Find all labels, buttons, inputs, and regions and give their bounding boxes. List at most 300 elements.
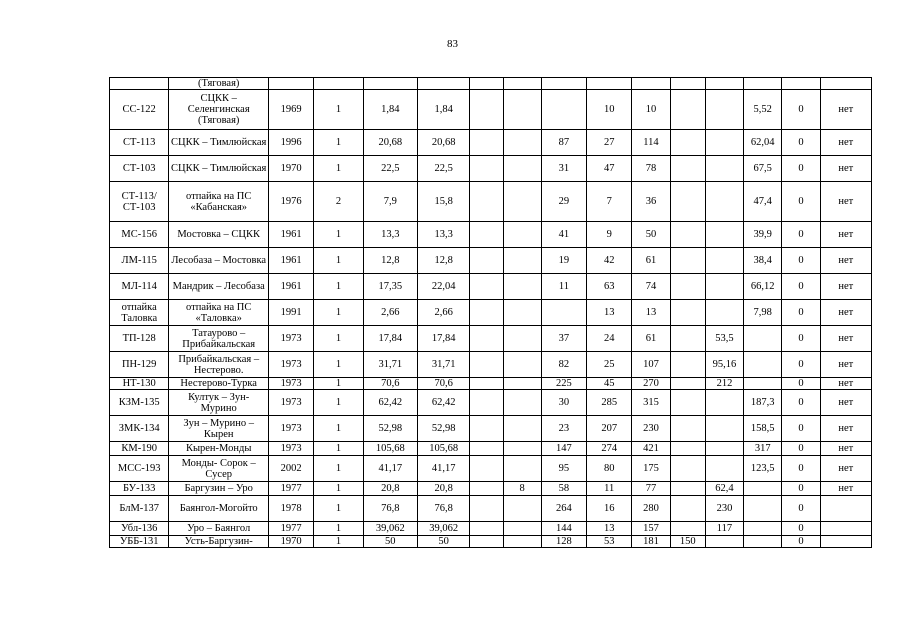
table-cell xyxy=(470,300,503,326)
table-cell xyxy=(670,90,705,130)
table-cell: СТ-103 xyxy=(110,156,169,182)
table-cell xyxy=(670,482,705,496)
table-cell xyxy=(820,496,871,522)
table-cell: СЦКК – Тимлюйская xyxy=(169,156,269,182)
table-cell: 1 xyxy=(314,326,363,352)
table-cell xyxy=(705,78,743,90)
table-cell: 1 xyxy=(314,442,363,456)
table-cell: 212 xyxy=(705,378,743,390)
table-cell: 53,5 xyxy=(705,326,743,352)
table-cell: 8 xyxy=(503,482,541,496)
table-cell: 0 xyxy=(782,390,820,416)
table-cell: 82 xyxy=(541,352,586,378)
table-cell: 1 xyxy=(314,378,363,390)
table-cell: нет xyxy=(820,456,871,482)
table-row xyxy=(110,390,872,416)
table-cell: 66,12 xyxy=(744,274,782,300)
table-cell xyxy=(744,78,782,90)
table-cell: (Тяговая) xyxy=(169,78,269,90)
table-cell: 95,16 xyxy=(705,352,743,378)
table-cell: 70,6 xyxy=(363,378,417,390)
table-cell xyxy=(470,536,503,548)
table-cell: 42 xyxy=(587,248,632,274)
table-cell: БлМ-137 xyxy=(110,496,169,522)
table-cell xyxy=(705,182,743,222)
table-cell: нет xyxy=(820,130,871,156)
table-cell: 62,4 xyxy=(705,482,743,496)
table-cell: 1 xyxy=(314,536,363,548)
table-cell: 230 xyxy=(632,416,670,442)
table-cell xyxy=(470,416,503,442)
table-cell: 87 xyxy=(541,130,586,156)
table-cell: 1961 xyxy=(269,222,314,248)
table-cell: 230 xyxy=(705,496,743,522)
table-cell xyxy=(503,390,541,416)
table-cell: 52,98 xyxy=(363,416,417,442)
table-cell: нет xyxy=(820,248,871,274)
table-cell xyxy=(503,248,541,274)
table-cell: 10 xyxy=(632,90,670,130)
table-cell: 38,4 xyxy=(744,248,782,274)
table-cell: 105,68 xyxy=(417,442,469,456)
table-cell: 421 xyxy=(632,442,670,456)
table-cell xyxy=(417,78,469,90)
table-cell xyxy=(705,390,743,416)
table-cell: 207 xyxy=(587,416,632,442)
table-cell: 0 xyxy=(782,248,820,274)
table-cell: отпайка на ПС «Кабанская» xyxy=(169,182,269,222)
table-cell: 20,68 xyxy=(363,130,417,156)
table-cell xyxy=(470,90,503,130)
table-cell xyxy=(503,222,541,248)
table-cell: Усть-Баргузин- xyxy=(169,536,269,548)
table-cell: 2,66 xyxy=(417,300,469,326)
table-cell xyxy=(541,90,586,130)
table-cell xyxy=(705,90,743,130)
table-cell: 77 xyxy=(632,482,670,496)
table-cell: нет xyxy=(820,416,871,442)
table-cell: 37 xyxy=(541,326,586,352)
table-cell xyxy=(744,378,782,390)
table-cell xyxy=(670,182,705,222)
table-cell: 0 xyxy=(782,522,820,536)
table-cell: 0 xyxy=(782,378,820,390)
table-row xyxy=(110,522,872,536)
table-cell: 76,8 xyxy=(417,496,469,522)
table-cell: 1 xyxy=(314,390,363,416)
table-cell: 13 xyxy=(632,300,670,326)
table-cell: 0 xyxy=(782,274,820,300)
table-cell xyxy=(587,78,632,90)
table-cell: 41 xyxy=(541,222,586,248)
table-cell xyxy=(632,78,670,90)
table-cell: 317 xyxy=(744,442,782,456)
table-cell: 1973 xyxy=(269,378,314,390)
table-cell: 11 xyxy=(587,482,632,496)
table-cell: нет xyxy=(820,390,871,416)
table-cell: 0 xyxy=(782,90,820,130)
table-cell xyxy=(503,326,541,352)
table-cell: 39,062 xyxy=(417,522,469,536)
table-cell: 31,71 xyxy=(363,352,417,378)
table-cell xyxy=(705,222,743,248)
table-cell: БУ-133 xyxy=(110,482,169,496)
table-cell: 1 xyxy=(314,90,363,130)
table-cell: 13 xyxy=(587,300,632,326)
table-cell xyxy=(820,78,871,90)
table-cell: 20,68 xyxy=(417,130,469,156)
table-cell xyxy=(670,456,705,482)
table-cell xyxy=(670,442,705,456)
table-cell: 13 xyxy=(587,522,632,536)
table-cell: 1 xyxy=(314,130,363,156)
table-cell xyxy=(470,352,503,378)
table-cell: 17,84 xyxy=(363,326,417,352)
table-cell: 107 xyxy=(632,352,670,378)
table-cell: Убл-136 xyxy=(110,522,169,536)
table-cell: 50 xyxy=(632,222,670,248)
table-cell: 0 xyxy=(782,300,820,326)
table-cell: 147 xyxy=(541,442,586,456)
table-cell: 128 xyxy=(541,536,586,548)
table-cell: Уро – Баянгол xyxy=(169,522,269,536)
table-cell: 1991 xyxy=(269,300,314,326)
table-cell: 62,42 xyxy=(363,390,417,416)
table-cell xyxy=(705,300,743,326)
table-cell xyxy=(670,222,705,248)
table-cell: 53 xyxy=(587,536,632,548)
table-cell: 1973 xyxy=(269,442,314,456)
table-cell: 20,8 xyxy=(417,482,469,496)
table-cell: 1973 xyxy=(269,390,314,416)
table-cell: 1 xyxy=(314,456,363,482)
table-cell: 1961 xyxy=(269,248,314,274)
table-cell: 0 xyxy=(782,416,820,442)
table-cell: 315 xyxy=(632,390,670,416)
table-cell: 61 xyxy=(632,326,670,352)
table-cell: 19 xyxy=(541,248,586,274)
table-cell: 45 xyxy=(587,378,632,390)
table-cell xyxy=(670,390,705,416)
table-cell: Мостовка – СЦКК xyxy=(169,222,269,248)
table-cell xyxy=(503,522,541,536)
table-cell xyxy=(670,416,705,442)
table-cell: 31,71 xyxy=(417,352,469,378)
table-cell xyxy=(541,300,586,326)
table-cell xyxy=(670,300,705,326)
table-cell: Зун – Мурино – Кырен xyxy=(169,416,269,442)
table-cell: отпайка на ПС «Таловка» xyxy=(169,300,269,326)
table-cell: 39,9 xyxy=(744,222,782,248)
table-cell: 274 xyxy=(587,442,632,456)
table-cell: 7,9 xyxy=(363,182,417,222)
table-cell: 50 xyxy=(363,536,417,548)
table-cell: 50 xyxy=(417,536,469,548)
table-cell xyxy=(470,522,503,536)
table-cell: 1961 xyxy=(269,274,314,300)
table-cell: 144 xyxy=(541,522,586,536)
table-row xyxy=(110,326,872,352)
table-cell xyxy=(541,78,586,90)
table-cell: 1973 xyxy=(269,352,314,378)
table-row xyxy=(110,130,872,156)
table-row xyxy=(110,416,872,442)
table-cell: Мандрик – Лесобаза xyxy=(169,274,269,300)
table-cell xyxy=(470,274,503,300)
table-cell xyxy=(705,274,743,300)
table-cell xyxy=(744,482,782,496)
table-cell: СС-122 xyxy=(110,90,169,130)
table-row xyxy=(110,482,872,496)
table-cell: нет xyxy=(820,482,871,496)
table-cell: Кырен-Монды xyxy=(169,442,269,456)
table-cell xyxy=(503,536,541,548)
table-cell xyxy=(503,156,541,182)
table-cell xyxy=(503,378,541,390)
table-cell: 62,42 xyxy=(417,390,469,416)
table-cell: 63 xyxy=(587,274,632,300)
table-cell: Прибайкальская – Нестерово. xyxy=(169,352,269,378)
table-cell: 41,17 xyxy=(417,456,469,482)
table-cell xyxy=(670,274,705,300)
table-cell xyxy=(470,378,503,390)
table-cell: 1978 xyxy=(269,496,314,522)
table-cell: нет xyxy=(820,274,871,300)
table-cell: 0 xyxy=(782,482,820,496)
table-cell: Нестерово-Турка xyxy=(169,378,269,390)
table-cell: 1996 xyxy=(269,130,314,156)
table-cell: 1977 xyxy=(269,522,314,536)
table-cell: 2002 xyxy=(269,456,314,482)
table-cell xyxy=(705,416,743,442)
table-cell: ЗМК-134 xyxy=(110,416,169,442)
table-cell: 270 xyxy=(632,378,670,390)
table-cell: 0 xyxy=(782,456,820,482)
table-cell: 1 xyxy=(314,222,363,248)
table-cell xyxy=(705,130,743,156)
table-cell: Баргузин – Уро xyxy=(169,482,269,496)
table-cell: 29 xyxy=(541,182,586,222)
table-cell xyxy=(470,456,503,482)
table-cell: 5,52 xyxy=(744,90,782,130)
table-cell xyxy=(363,78,417,90)
table-cell: СТ-113 xyxy=(110,130,169,156)
table-cell xyxy=(503,130,541,156)
table-cell xyxy=(820,522,871,536)
table-cell xyxy=(503,78,541,90)
table-cell: 11 xyxy=(541,274,586,300)
table-cell: 175 xyxy=(632,456,670,482)
table-cell: 12,8 xyxy=(417,248,469,274)
table-cell: 67,5 xyxy=(744,156,782,182)
table-cell: 58 xyxy=(541,482,586,496)
table-cell: 39,062 xyxy=(363,522,417,536)
table-cell: 1,84 xyxy=(417,90,469,130)
table-cell: нет xyxy=(820,326,871,352)
table-cell: 117 xyxy=(705,522,743,536)
table-cell: 10 xyxy=(587,90,632,130)
table-row xyxy=(110,156,872,182)
table-cell: 27 xyxy=(587,130,632,156)
table-cell xyxy=(503,456,541,482)
table-cell: 30 xyxy=(541,390,586,416)
page-number: 83 xyxy=(447,38,458,50)
table-cell: 1 xyxy=(314,300,363,326)
table-row xyxy=(110,90,872,130)
table-cell: 1970 xyxy=(269,156,314,182)
table-cell: 123,5 xyxy=(744,456,782,482)
table-cell: 105,68 xyxy=(363,442,417,456)
table-cell: 280 xyxy=(632,496,670,522)
table-cell: 80 xyxy=(587,456,632,482)
table-cell: отпайка Таловка xyxy=(110,300,169,326)
table-cell xyxy=(670,78,705,90)
table-cell: 0 xyxy=(782,182,820,222)
table-cell: 2,66 xyxy=(363,300,417,326)
table-cell xyxy=(470,496,503,522)
table-row xyxy=(110,536,872,548)
table-cell: Татаурово – Прибайкальская xyxy=(169,326,269,352)
table-cell xyxy=(470,78,503,90)
table-cell: СТ-113/СТ-103 xyxy=(110,182,169,222)
table-cell: 61 xyxy=(632,248,670,274)
table-cell: 12,8 xyxy=(363,248,417,274)
table-cell xyxy=(110,78,169,90)
table-cell: Лесобаза – Мостовка xyxy=(169,248,269,274)
table-cell: 62,04 xyxy=(744,130,782,156)
table-cell xyxy=(503,90,541,130)
table-cell xyxy=(705,156,743,182)
table-cell: 0 xyxy=(782,496,820,522)
table-cell: нет xyxy=(820,182,871,222)
table-cell: 22,5 xyxy=(363,156,417,182)
table-cell: 225 xyxy=(541,378,586,390)
table-cell: 1 xyxy=(314,482,363,496)
table-cell xyxy=(470,222,503,248)
table-cell: 1 xyxy=(314,416,363,442)
table-cell: 22,5 xyxy=(417,156,469,182)
table-cell xyxy=(782,78,820,90)
table-cell: нет xyxy=(820,222,871,248)
table-cell xyxy=(503,496,541,522)
table-cell: 76,8 xyxy=(363,496,417,522)
table-cell: 1 xyxy=(314,248,363,274)
table-cell: 1 xyxy=(314,274,363,300)
table-cell: 0 xyxy=(782,536,820,548)
table-cell: 95 xyxy=(541,456,586,482)
table-cell xyxy=(670,378,705,390)
table-cell: 47 xyxy=(587,156,632,182)
table-cell xyxy=(470,156,503,182)
table-cell: Монды- Сорок – Сусер xyxy=(169,456,269,482)
table-cell: 52,98 xyxy=(417,416,469,442)
table-cell: 0 xyxy=(782,442,820,456)
table-cell: 7 xyxy=(587,182,632,222)
table-cell xyxy=(269,78,314,90)
table-cell: МС-156 xyxy=(110,222,169,248)
table-row xyxy=(110,456,872,482)
table-row xyxy=(110,442,872,456)
table-cell xyxy=(705,248,743,274)
table-cell: нет xyxy=(820,300,871,326)
table-cell: 114 xyxy=(632,130,670,156)
table-cell xyxy=(744,326,782,352)
table-cell xyxy=(744,352,782,378)
table-cell xyxy=(705,536,743,548)
table-cell xyxy=(670,496,705,522)
table-cell xyxy=(503,352,541,378)
table-cell xyxy=(503,300,541,326)
table-cell: 1977 xyxy=(269,482,314,496)
table-cell: 74 xyxy=(632,274,670,300)
table-cell: 0 xyxy=(782,130,820,156)
table-row xyxy=(110,274,872,300)
table-row xyxy=(110,78,872,90)
table-cell xyxy=(670,248,705,274)
table-cell: 157 xyxy=(632,522,670,536)
table-cell xyxy=(744,522,782,536)
table-cell xyxy=(470,442,503,456)
table-cell xyxy=(503,442,541,456)
table-cell: 17,84 xyxy=(417,326,469,352)
table-cell: ТП-128 xyxy=(110,326,169,352)
table-cell: МЛ-114 xyxy=(110,274,169,300)
table-cell: нет xyxy=(820,352,871,378)
table-cell xyxy=(744,496,782,522)
table-row xyxy=(110,300,872,326)
table-cell: 36 xyxy=(632,182,670,222)
table-cell xyxy=(470,248,503,274)
table-cell: 15,8 xyxy=(417,182,469,222)
table-cell: нет xyxy=(820,90,871,130)
table-cell xyxy=(503,274,541,300)
table-cell: 1970 xyxy=(269,536,314,548)
table-cell: 70,6 xyxy=(417,378,469,390)
table-cell: 150 xyxy=(670,536,705,548)
table-cell: НТ-130 xyxy=(110,378,169,390)
table-cell: 1 xyxy=(314,156,363,182)
table-cell xyxy=(503,416,541,442)
table-cell xyxy=(670,130,705,156)
table-cell xyxy=(670,156,705,182)
table-row xyxy=(110,182,872,222)
table-cell: 181 xyxy=(632,536,670,548)
table-cell: ЛМ-115 xyxy=(110,248,169,274)
table-cell: КМ-190 xyxy=(110,442,169,456)
table-cell: Култук – Зун-Мурино xyxy=(169,390,269,416)
table-cell xyxy=(670,522,705,536)
table-cell: 31 xyxy=(541,156,586,182)
table-cell: 20,8 xyxy=(363,482,417,496)
table-cell xyxy=(470,130,503,156)
table-cell: 47,4 xyxy=(744,182,782,222)
table-cell: 25 xyxy=(587,352,632,378)
table-cell: 158,5 xyxy=(744,416,782,442)
table-cell: 22,04 xyxy=(417,274,469,300)
table-cell: 0 xyxy=(782,222,820,248)
table-row xyxy=(110,222,872,248)
table-cell xyxy=(670,326,705,352)
table-cell xyxy=(314,78,363,90)
table-cell: 1976 xyxy=(269,182,314,222)
table-cell: 13,3 xyxy=(417,222,469,248)
table-cell: 7,98 xyxy=(744,300,782,326)
table-cell: 1969 xyxy=(269,90,314,130)
table-cell: 0 xyxy=(782,156,820,182)
table-cell: 187,3 xyxy=(744,390,782,416)
table-cell: нет xyxy=(820,378,871,390)
table-cell xyxy=(744,536,782,548)
